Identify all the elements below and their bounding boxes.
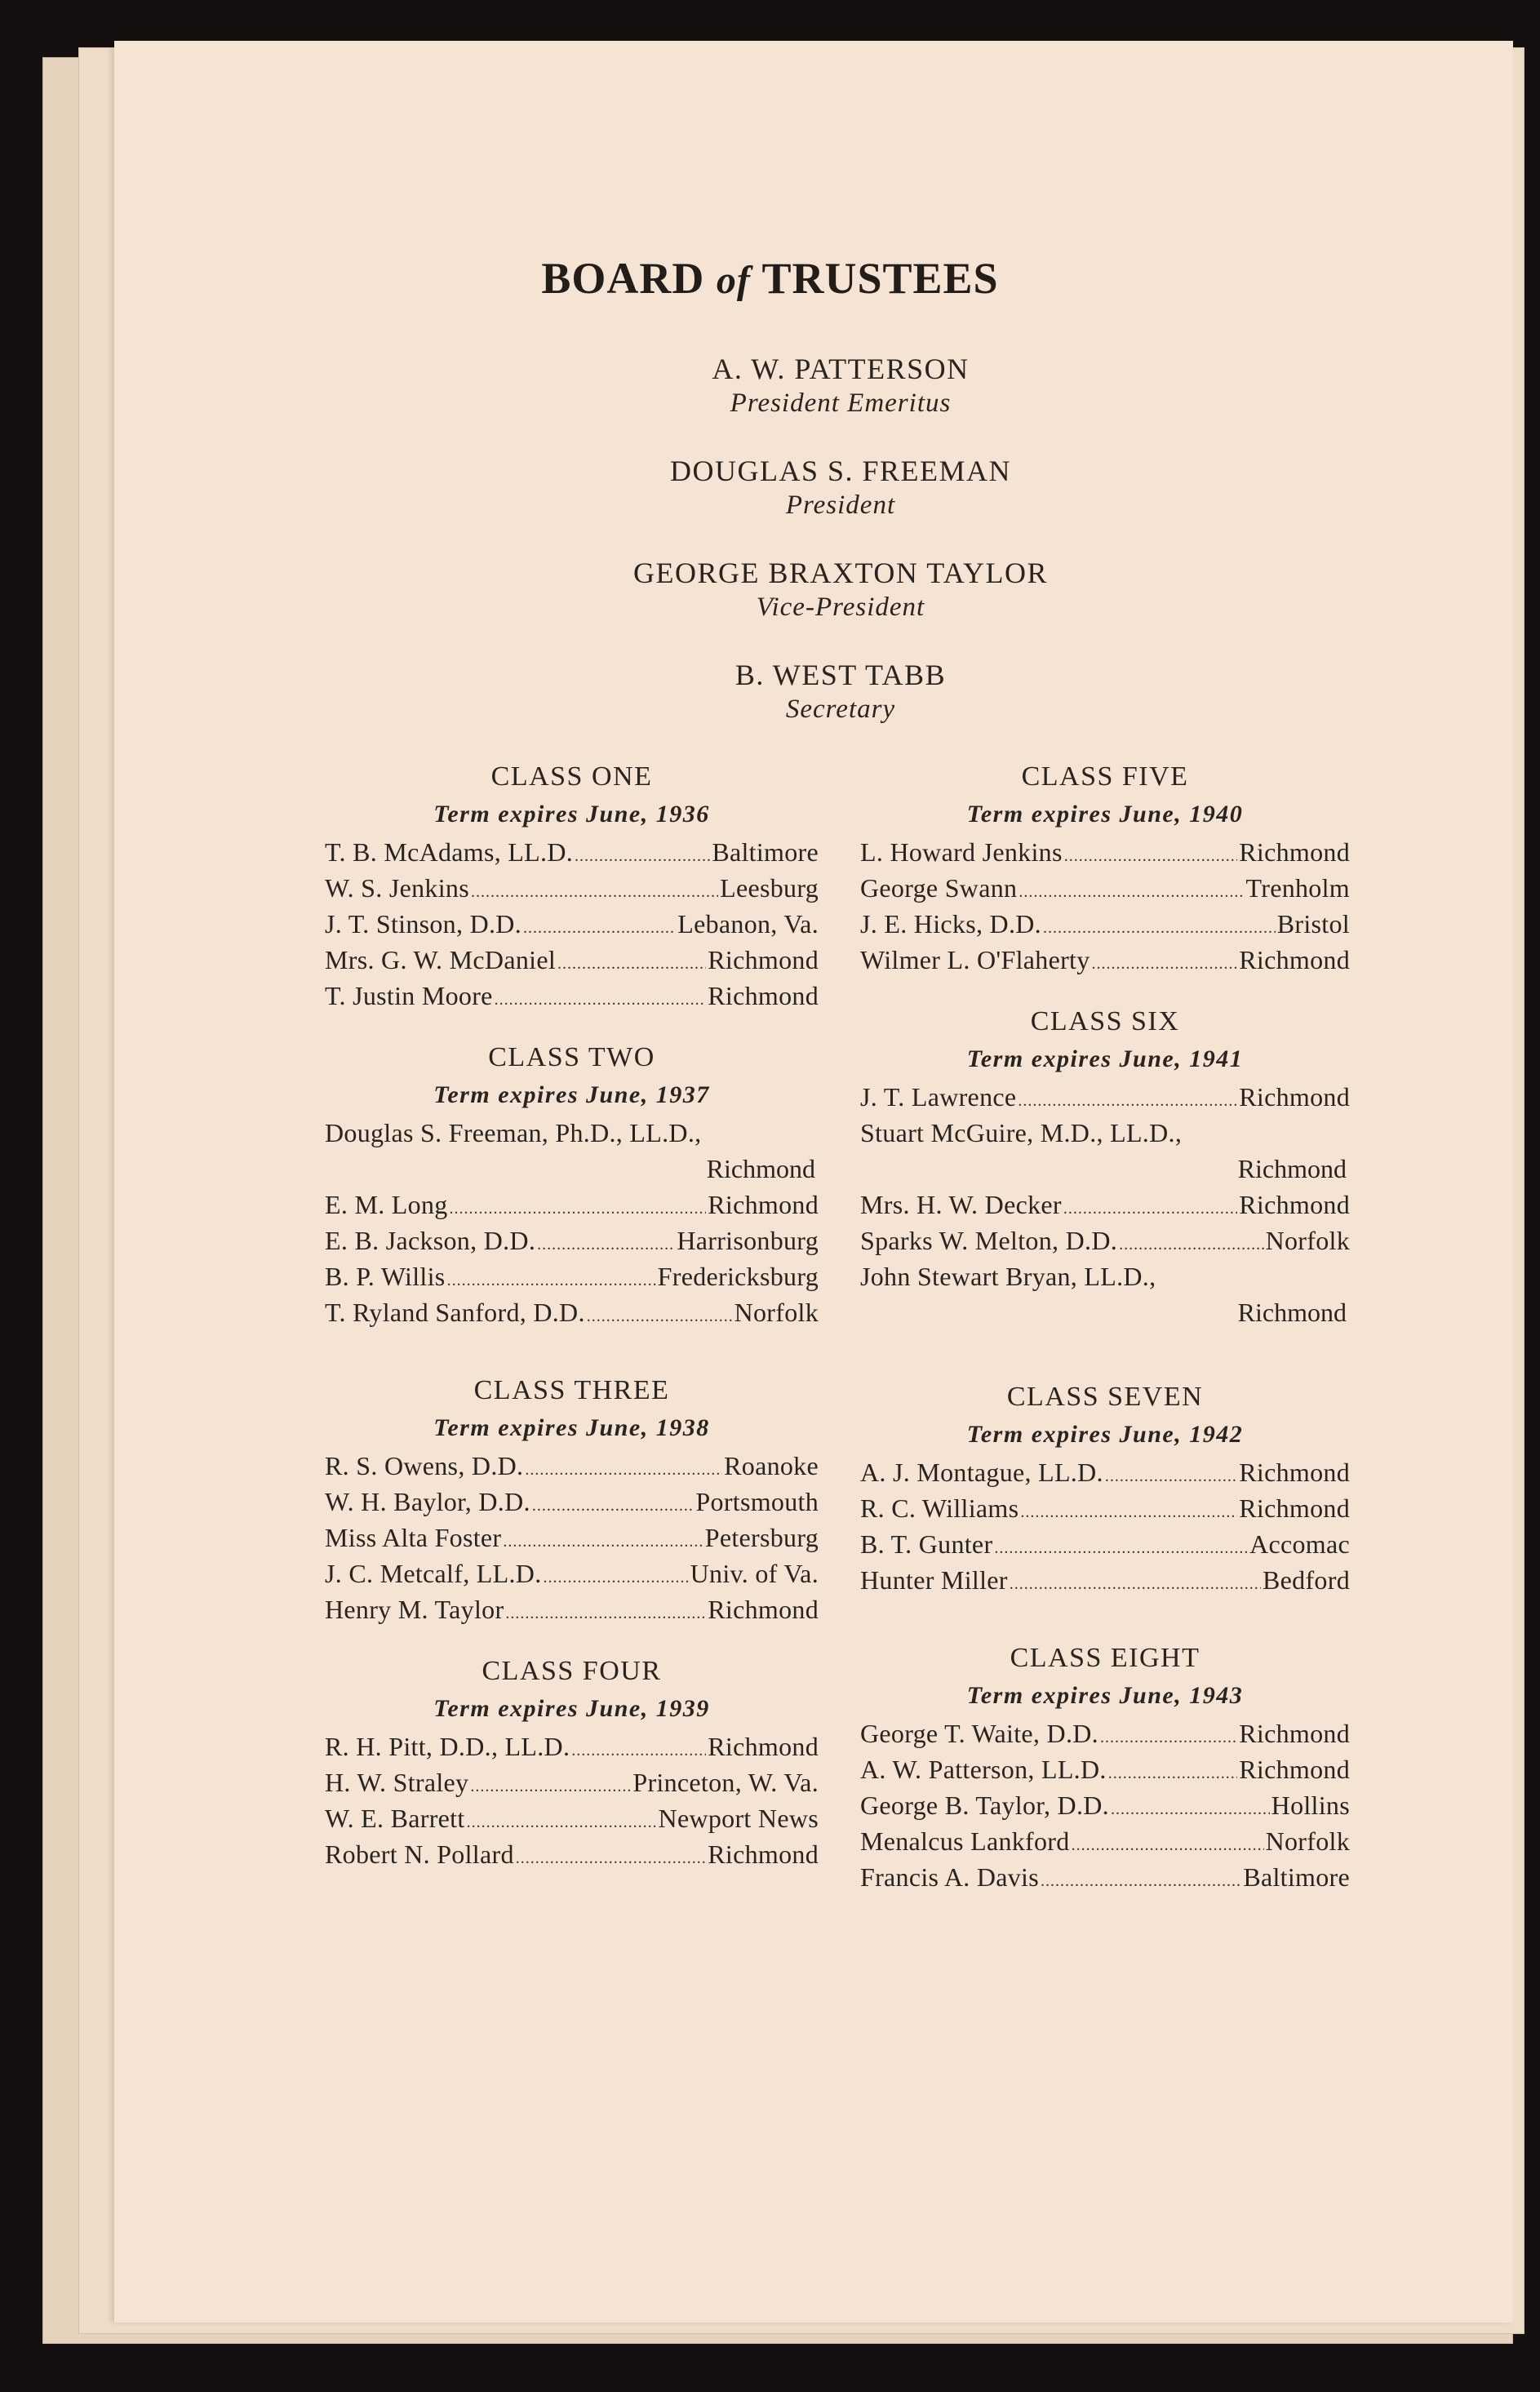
member-name: A. W. Patterson, LL.D. (860, 1755, 1107, 1784)
member-place: Richmond (708, 945, 819, 974)
member-name: Robert N. Pollard (325, 1839, 514, 1869)
officers-list (0, 351, 1540, 759)
member-name: R. H. Pitt, D.D., LL.D. (325, 1732, 570, 1761)
dot-leader (495, 982, 707, 1018)
class-term: Term expires June, 1938 (433, 1414, 710, 1441)
member-place: Portsmouth (695, 1487, 819, 1516)
class-term: Term expires June, 1937 (433, 1081, 710, 1108)
member-place: Richmond (1239, 1082, 1350, 1112)
member-name: W. S. Jenkins (325, 873, 469, 903)
member-name: J. T. Stinson, D.D. (325, 909, 521, 939)
class-title: CLASS THREE (473, 1375, 670, 1405)
member-row (860, 1526, 1350, 1562)
member-row (860, 834, 1350, 870)
spacer (860, 1598, 1350, 1640)
page-title: BOARD of TRUSTEES (541, 254, 999, 303)
class-term: Term expires June, 1940 (966, 801, 1244, 828)
dot-leader (447, 1263, 656, 1298)
member-name: H. W. Straley (325, 1768, 469, 1797)
member-name: George T. Waite, D.D. (860, 1719, 1098, 1748)
member-name: Hunter Miller (860, 1565, 1008, 1595)
officer-title: Secretary (785, 695, 896, 724)
class-title: CLASS SIX (1030, 1006, 1180, 1036)
member-row (325, 1187, 819, 1223)
class-title: CLASS FIVE (1021, 761, 1189, 792)
member-place: Richmond (1239, 1493, 1350, 1523)
member-place: Richmond (708, 1839, 819, 1869)
member-row (860, 870, 1350, 906)
dot-leader (471, 874, 718, 910)
member-place: Norfolk (1265, 1826, 1350, 1856)
dot-leader (571, 1733, 706, 1768)
member-place: Richmond (1239, 1458, 1350, 1487)
dot-leader (1119, 1227, 1264, 1263)
member-name: T. Ryland Sanford, D.D. (325, 1298, 585, 1327)
member-place: Richmond (708, 981, 819, 1010)
member-row (860, 1187, 1350, 1223)
class-seven (860, 1379, 1350, 1598)
dot-leader (994, 1530, 1248, 1566)
member-name: R. C. Williams (860, 1493, 1019, 1523)
class-five (860, 759, 1350, 978)
member-row (325, 1484, 819, 1520)
member-name: Mrs. G. W. McDaniel (325, 945, 557, 974)
member-place: Richmond (708, 1732, 819, 1761)
dot-leader (1043, 910, 1276, 946)
member-name: Miss Alta Foster (325, 1523, 502, 1552)
member-row (325, 1294, 819, 1330)
member-row (325, 1223, 819, 1258)
member-name: L. Howard Jenkins (860, 837, 1063, 867)
officer-title: President Emeritus (730, 388, 952, 418)
member-row-two-line (860, 1258, 1350, 1330)
member-place: Richmond (1237, 1298, 1347, 1327)
member-name: Menalcus Lankford (860, 1826, 1070, 1856)
class-six (860, 1004, 1350, 1330)
class-two (325, 1040, 819, 1330)
member-place: Richmond (1239, 1190, 1350, 1219)
member-row (325, 1764, 819, 1800)
dot-leader (1019, 874, 1244, 910)
class-three (325, 1373, 819, 1627)
member-row (325, 1448, 819, 1484)
member-place: Petersburg (704, 1523, 819, 1552)
class-one (325, 759, 819, 1014)
member-place: Richmond (708, 1190, 819, 1219)
member-place: Fredericksburg (657, 1262, 819, 1291)
member-row (860, 942, 1350, 978)
dot-leader (1010, 1566, 1261, 1602)
member-place: Richmond (1237, 1154, 1347, 1183)
spacer (860, 1330, 1350, 1379)
member-row (325, 978, 819, 1014)
member-name: Stuart McGuire, M.D., LL.D., (860, 1118, 1183, 1147)
member-place: Roanoke (724, 1451, 819, 1480)
class-eight (860, 1640, 1350, 1895)
member-row (860, 1223, 1350, 1258)
member-name: W. H. Baylor, D.D. (325, 1487, 530, 1516)
member-name: J. E. Hicks, D.D. (860, 909, 1041, 939)
officer-title: President (785, 490, 896, 520)
officer-entry (0, 453, 1540, 555)
member-name: R. S. Owens, D.D. (325, 1451, 524, 1480)
member-place: Accomac (1249, 1529, 1350, 1559)
dot-leader (1105, 1458, 1237, 1494)
member-name: Douglas S. Freeman, Ph.D., LL.D., (325, 1118, 702, 1147)
member-place: Lebanon, Va. (677, 909, 819, 939)
member-name: B. T. Gunter (860, 1529, 993, 1559)
officer-name: GEORGE BRAXTON TAYLOR (633, 557, 1048, 589)
member-row (860, 906, 1350, 942)
member-name: Henry M. Taylor (325, 1595, 504, 1624)
member-place: Norfolk (1265, 1226, 1350, 1255)
member-name: B. P. Willis (325, 1262, 446, 1291)
member-row (325, 1729, 819, 1764)
dot-leader (467, 1804, 657, 1840)
member-name: A. J. Montague, LL.D. (860, 1458, 1103, 1487)
dot-leader (516, 1840, 707, 1876)
member-place: Norfolk (734, 1298, 819, 1327)
dot-leader (1111, 1791, 1270, 1827)
member-place: Newport News (658, 1804, 819, 1833)
class-title: CLASS TWO (488, 1042, 655, 1072)
class-title: CLASS FOUR (482, 1656, 662, 1686)
member-place: Baltimore (712, 837, 819, 867)
member-row (860, 1859, 1350, 1895)
dot-leader (505, 1595, 706, 1631)
member-row (860, 1454, 1350, 1490)
class-term: Term expires June, 1943 (966, 1682, 1244, 1709)
right-column (860, 759, 1350, 1895)
dot-leader (1018, 1083, 1237, 1119)
member-row (860, 1079, 1350, 1115)
dot-leader (557, 946, 706, 982)
left-column (325, 759, 819, 1872)
member-name: E. B. Jackson, D.D. (325, 1226, 536, 1255)
member-place: Bedford (1263, 1565, 1350, 1595)
member-row-two-line (860, 1115, 1350, 1187)
member-row (325, 870, 819, 906)
member-row (860, 1787, 1350, 1823)
class-title: CLASS SEVEN (1006, 1382, 1204, 1412)
class-term: Term expires June, 1936 (433, 801, 710, 828)
member-row (860, 1823, 1350, 1859)
member-place: Harrisonburg (677, 1226, 819, 1255)
class-term: Term expires June, 1939 (433, 1695, 710, 1722)
dot-leader (532, 1488, 695, 1524)
class-title: CLASS EIGHT (1010, 1643, 1200, 1673)
officer-title: Vice-President (756, 592, 925, 622)
officer-name: A. W. PATTERSON (712, 353, 970, 385)
spacer (325, 1330, 819, 1373)
member-place: Richmond (1239, 1755, 1350, 1784)
member-row (325, 1520, 819, 1555)
member-name: J. C. Metcalf, LL.D. (325, 1559, 542, 1588)
member-name: George B. Taylor, D.D. (860, 1791, 1109, 1820)
member-name: Sparks W. Melton, D.D. (860, 1226, 1118, 1255)
member-name: W. E. Barrett (325, 1804, 465, 1833)
member-place: Leesburg (720, 873, 819, 903)
class-term: Term expires June, 1942 (966, 1421, 1244, 1448)
dot-leader (1072, 1827, 1264, 1863)
member-row (860, 1715, 1350, 1751)
member-name: Wilmer L. O'Flaherty (860, 945, 1090, 974)
dot-leader (1108, 1755, 1238, 1791)
officer-name: DOUGLAS S. FREEMAN (669, 455, 1012, 487)
member-name: Mrs. H. W. Decker (860, 1190, 1062, 1219)
member-row (325, 1555, 819, 1591)
dot-leader (525, 1452, 722, 1488)
member-name: Francis A. Davis (860, 1862, 1040, 1892)
member-place: Bristol (1276, 909, 1350, 939)
member-name: George Swann (860, 873, 1018, 903)
member-place: Baltimore (1243, 1862, 1350, 1892)
member-row (325, 1258, 819, 1294)
dot-leader (1100, 1720, 1237, 1755)
member-name: T. B. McAdams, LL.D. (325, 837, 574, 867)
dot-leader (450, 1191, 707, 1227)
member-row-two-line (325, 1115, 819, 1187)
class-title: CLASS ONE (490, 761, 653, 792)
member-name: E. M. Long (325, 1190, 448, 1219)
member-row (860, 1751, 1350, 1787)
dot-leader (470, 1768, 631, 1804)
member-place: Richmond (1239, 837, 1350, 867)
member-name: J. T. Lawrence (860, 1082, 1017, 1112)
officer-entry (0, 555, 1540, 657)
dot-leader (1020, 1494, 1237, 1530)
member-place: Richmond (708, 1595, 819, 1624)
member-row (860, 1562, 1350, 1598)
officer-name: B. WEST TABB (734, 659, 947, 691)
officer-entry (0, 351, 1540, 453)
dot-leader (523, 910, 676, 946)
member-row (860, 1490, 1350, 1526)
member-place: Univ. of Va. (690, 1559, 819, 1588)
dot-leader (1041, 1863, 1241, 1899)
member-place: Trenholm (1245, 873, 1350, 903)
class-four (325, 1653, 819, 1872)
dot-leader (1092, 946, 1238, 982)
member-name: John Stewart Bryan, LL.D., (860, 1262, 1156, 1291)
member-row (325, 1591, 819, 1627)
dot-leader (1064, 838, 1238, 874)
member-row (325, 906, 819, 942)
dot-leader (587, 1298, 733, 1334)
member-name: T. Justin Moore (325, 981, 493, 1010)
dot-leader (537, 1227, 675, 1263)
dot-leader (1063, 1191, 1237, 1227)
dot-leader (544, 1560, 689, 1595)
dot-leader (575, 838, 710, 874)
member-row (325, 942, 819, 978)
member-row (325, 834, 819, 870)
class-term: Term expires June, 1941 (966, 1045, 1244, 1072)
officer-entry (0, 657, 1540, 759)
member-place: Richmond (706, 1154, 815, 1183)
member-place: Hollins (1271, 1791, 1350, 1820)
member-place: Richmond (1239, 945, 1350, 974)
member-row (325, 1836, 819, 1872)
member-row (325, 1800, 819, 1836)
member-place: Princeton, W. Va. (632, 1768, 819, 1797)
member-place: Richmond (1239, 1719, 1350, 1748)
dot-leader (503, 1524, 703, 1560)
